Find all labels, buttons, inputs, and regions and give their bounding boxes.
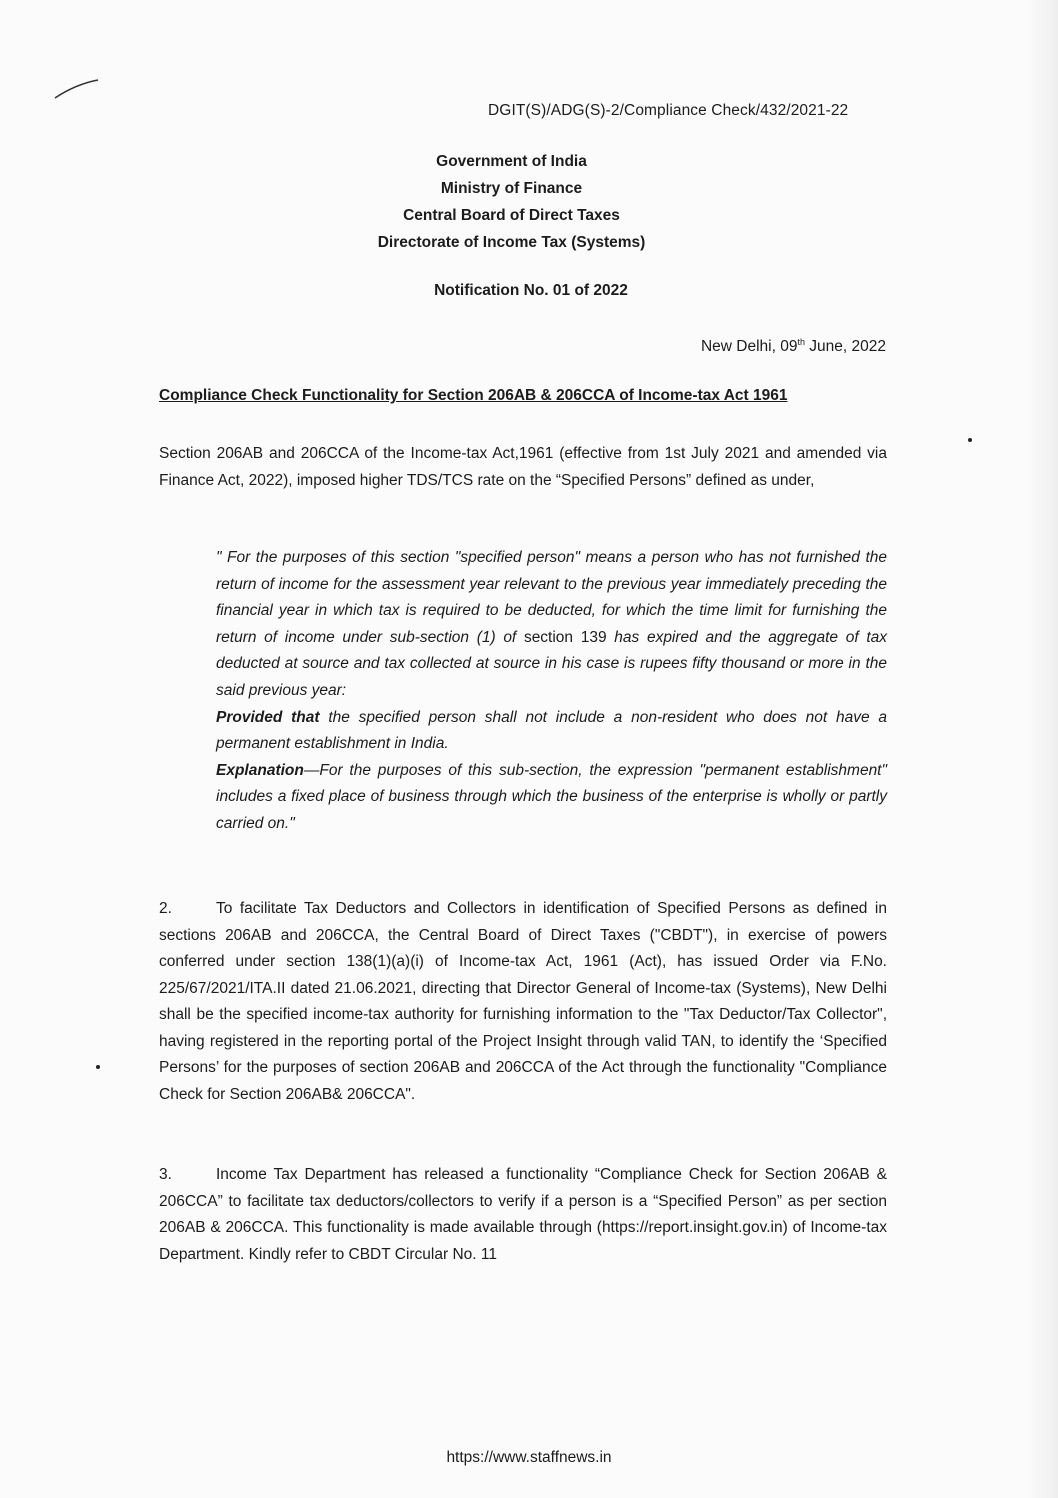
date-superscript: th xyxy=(797,337,805,347)
quote-explanation xyxy=(216,758,887,838)
explanation-text: —For the purposes of this sub-section, the expression "permanent establishment" includes a fixed place of business through which the business of the enterprise is wholly or partly carried on." xyxy=(216,761,887,832)
paragraph-3 xyxy=(159,1162,887,1268)
explanation-label: Explanation xyxy=(216,761,304,779)
quote-text-2: has expired and the aggregate of tax deducted at source and tax collected at source in his case is rupees fifty thousand or more in the said previous year: xyxy=(216,628,888,699)
proviso-text: the specified person shall not include a non-resident who does not have a permanent establishment in India. xyxy=(216,708,887,753)
date-suffix: June, 2022 xyxy=(804,338,886,356)
intro-paragraph: Section 206AB and 206CCA of the Income-tax Act,1961 (effective from 1st July 2021 and amended via Finance Act, 2022), imposed higher TDS/TCS rate on the “Specified Persons” defined as under, xyxy=(159,445,887,489)
quoted-definition xyxy=(216,545,887,838)
page-edge-shadow xyxy=(1028,0,1058,1498)
date-prefix: New Delhi, 09 xyxy=(700,338,798,356)
scan-speck xyxy=(96,1065,100,1069)
reference-number: DGIT(S)/ADG(S)-2/Compliance Check/432/2021-22 xyxy=(488,102,849,119)
header-line-board: Central Board of Direct Taxes xyxy=(403,207,620,224)
paragraph-3-text: Income Tax Department has released a functionality “Compliance Check for Section 206AB & 206CCA” to facilitate tax deductors/collectors to verify if a person is a “Specified Person” as per section 206AB & 206CCA. This functionality is made available through (https://report.insight.gov.in) of Income-tax Department. Kindly refer to CBDT Circular No. 11 xyxy=(159,1166,887,1263)
header-line-directorate: Directorate of Income Tax (Systems) xyxy=(377,234,646,251)
quote-text-1: " For the purposes of this section "specified person" means a person who has not furnished the return of income for the assessment year relevant to the previous year immediately preceding the financial year in which tax is required to be deducted, for which the time limit for furnishing the return of income under sub-section (1) of xyxy=(216,549,887,646)
paragraph-2 xyxy=(159,896,887,1108)
scan-speck xyxy=(968,438,972,442)
notification-number: Notification No. 01 of 2022 xyxy=(434,282,628,299)
paragraph-2-number: 2. xyxy=(159,900,172,917)
proviso-label: Provided that xyxy=(216,708,320,726)
issuing-authority-header xyxy=(0,148,1000,256)
quote-definition xyxy=(216,545,887,705)
header-line-ministry: Ministry of Finance xyxy=(440,180,583,197)
pen-mark-icon xyxy=(52,78,102,102)
header-line-government: Government of India xyxy=(436,153,587,170)
subject-line: Compliance Check Functionality for Section 206AB & 206CCA of Income-tax Act 1961 xyxy=(159,387,788,404)
place-date xyxy=(701,337,886,356)
paragraph-3-number: 3. xyxy=(159,1166,172,1183)
quote-section-ref: section 139 xyxy=(523,628,607,646)
footer-url: https://www.staffnews.in xyxy=(446,1449,612,1466)
quote-proviso xyxy=(216,705,887,758)
paragraph-2-text: To facilitate Tax Deductors and Collectors in identification of Specified Persons as defined in sections 206AB and 206CCA, the Central Board of Direct Taxes ("CBDT"), in exercise of powers conferred under section 138(1)(a)(i) of Income-tax Act, 1961 (Act), has issued Order via F.No. 225/67/2021/ITA.II dated 21.06.2021, directing that Director General of Income-tax (Systems), New Delhi shall be the specified income-tax authority for furnishing information to the "Tax Deductor/Tax Collector", having registered in the reporting portal of the Project Insight through valid TAN, to identify the ‘Specified Persons’ for the purposes of section 206AB and 206CCA of the Act through the functionality "Compliance Check for Section 206AB& 206CCA". xyxy=(159,900,887,1103)
